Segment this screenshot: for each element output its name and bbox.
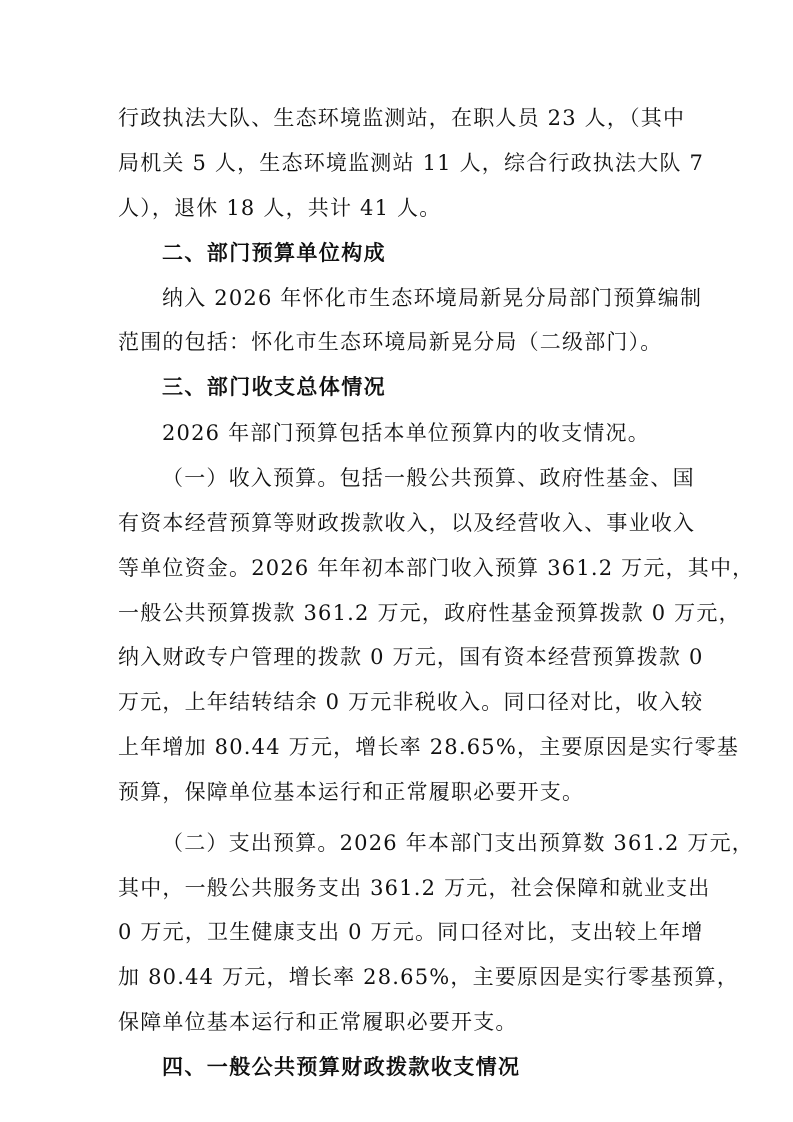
paragraph-line: 局机关 5 人，生态环境监测站 11 人，综合行政执法大队 7 [118,151,705,175]
paragraph-line: 预算，保障单位基本运行和正常履职必要开支。 [118,780,585,804]
paragraph-line: （一）收入预算。包括一般公共预算、政府性基金、国 [162,466,695,490]
paragraph-line: 其中，一般公共服务支出 361.2 万元，社会保障和就业支出 [118,876,711,900]
section-heading-4: 四、一般公共预算财政拨款收支情况 [162,1055,521,1079]
paragraph-line: 2026 年部门预算包括本单位预算内的收支情况。 [162,421,650,445]
paragraph-line: 上年增加 80.44 万元，增长率 28.65%，主要原因是实行零基 [118,735,740,759]
paragraph-line: 纳入 2026 年怀化市生态环境局新晃分局部门预算编制 [162,286,703,310]
section-heading-3: 三、部门收支总体情况 [162,375,386,399]
section-heading-2: 二、部门预算单位构成 [162,241,386,265]
paragraph-line: 0 万元，卫生健康支出 0 万元。同口径对比，支出较上年增 [118,920,704,944]
paragraph-line: 有资本经营预算等财政拨款收入，以及经营收入、事业收入 [118,511,696,535]
paragraph-line: 范围的包括：怀化市生态环境局新晃分局（二级部门）。 [118,330,663,354]
paragraph-line: 一般公共预算拨款 361.2 万元，政府性基金预算拨款 0 万元， [118,601,741,625]
paragraph-line: 纳入财政专户管理的拨款 0 万元，国有资本经营预算拨款 0 [118,645,704,669]
paragraph-line: （二）支出预算。2026 年本部门支出预算数 361.2 万元， [162,831,754,855]
paragraph-line: 保障单位基本运行和正常履职必要开支。 [118,1010,518,1034]
paragraph-line: 加 80.44 万元，增长率 28.65%，主要原因是实行零基预算， [118,965,740,989]
paragraph-line: 等单位资金。2026 年年初本部门收入预算 361.2 万元，其中， [118,556,755,580]
paragraph-line: 人），退休 18 人，共计 41 人。 [118,196,442,220]
paragraph-line: 行政执法大队、生态环境监测站，在职人员 23 人，（其中 [118,106,686,130]
paragraph-line: 万元，上年结转结余 0 万元非税收入。同口径对比，收入较 [118,690,704,714]
